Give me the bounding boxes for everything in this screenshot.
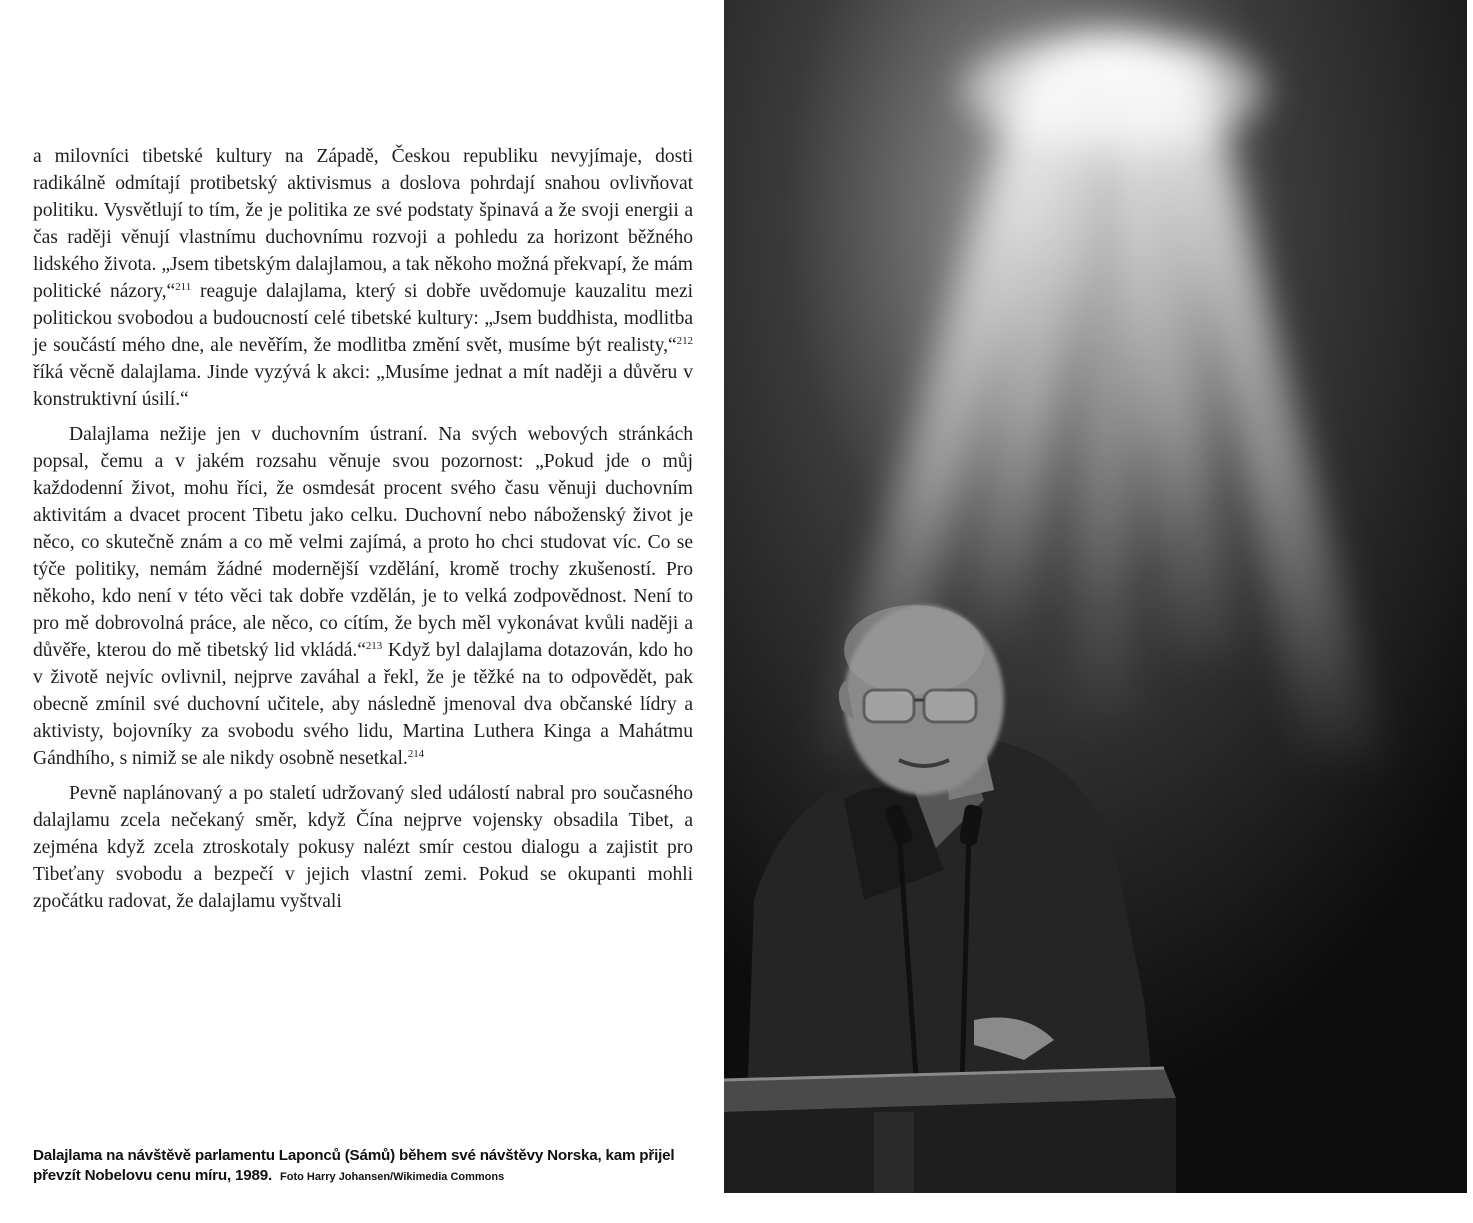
paragraph xyxy=(33,143,693,413)
paragraph xyxy=(33,421,693,772)
text-run: Dalajlama nežije jen v duchovním ústraní. Na svých webových stránkách popsal, čemu a v jakém rozsahu věnuje svou pozornost: „Pokud jde o můj každodenní život, mohu říci, že osmdesát procent svého času věnuji duchovním aktivitám a dvacet procent Tibetu jako celku. Duchovní nebo náboženský život je něco, co skutečně znám a co mě velmi zajímá, a proto ho chci studovat víc. Co se týče politiky, nemám žádné modernější vzdělání, kromě trochy zkušeností. Pro někoho, kdo není v této věci tak dobře vzdělán, je to velká zodpovědnost. Není to pro mě dobrovolná práce, ale něco, co cítím, že bych měl vykonávat kvůli naději a důvěře, kterou do mě tibetský lid vkládá.“ xyxy=(33,424,693,661)
footnote-ref: 213 xyxy=(365,640,383,652)
text-run: Pevně naplánovaný a po staletí udržovaný sled událostí nabral pro současného dalajlamu zcela nečekaný směr, když Čína nejprve vojensky obsadila Tibet, a zejména když zcela ztroskotaly pokusy nalézt smír cestou dialogu a zajistit pro Tibeťany svobodu a bezpečí v jejich vlastní zemi. Pokud se okupanti mohli zpočátku radovat, že dalajlamu vyštvali xyxy=(33,783,693,912)
text-run: Když byl dalajlama dotazován, kdo ho v životě nejvíc ovlivnil, nejprve zaváhal a řekl, že je těžké na to odpovědět, pak obecně zmínil své duchovní učitele, aby následně jmenoval dva občanské lídry a aktivisty, bojovníky za svobodu svého lidu, Martina Luthera Kinga a Mahátmu Gándhího, s nimiž se ale nikdy osobně nesetkal. xyxy=(33,640,694,769)
footnote-ref: 212 xyxy=(676,335,693,347)
photo-caption xyxy=(33,1146,723,1187)
caption-text: Dalajlama na návštěvě parlamentu Laponců (Sámů) během své návštěvy Norska, kam přijel převzít Nobelovu cenu míru, 1989. xyxy=(33,1147,675,1184)
text-run: reaguje dalajlama, který si dobře uvědomuje kauzalitu mezi politickou svobodou a budoucností celé tibetské kultury: „Jsem buddhista, modlitba je součástí mého dne, ale nevěřím, že modlitba změní svět, musíme být realisty,“ xyxy=(33,281,693,356)
text-run: a milovníci tibetské kultury na Západě, Českou republiku nevyjímaje, dosti radikálně odmítají protibetský aktivismus a doslova pohrdají snahou ovlivňovat politiku. Vysvětlují to tím, že je politika ze své podstaty špinavá a že svoji energii a čas raději věnují vlastnímu duchovnímu rozvoji a pohledu za horizont běžného lidského života. „Jsem tibetským dalajlamou, a tak někoho možná překvapí, že mám politické názory,“ xyxy=(33,146,693,302)
lectern xyxy=(724,1068,1176,1193)
photo-dalai-lama-at-lectern xyxy=(724,0,1467,1193)
page-edge xyxy=(1467,0,1473,1223)
footnote-ref: 214 xyxy=(407,748,425,760)
photo-illustration xyxy=(724,0,1467,1193)
text-run: říká věcně dalajlama. Jinde vyzývá k akci: „Musíme jednat a mít naději a důvěru v konstruktivní úsilí.“ xyxy=(33,362,693,410)
body-text-column xyxy=(33,143,693,915)
photo-credit: Foto Harry Johansen/Wikimedia Commons xyxy=(280,1171,505,1183)
paragraph xyxy=(33,780,693,915)
footnote-ref: 211 xyxy=(175,281,192,293)
